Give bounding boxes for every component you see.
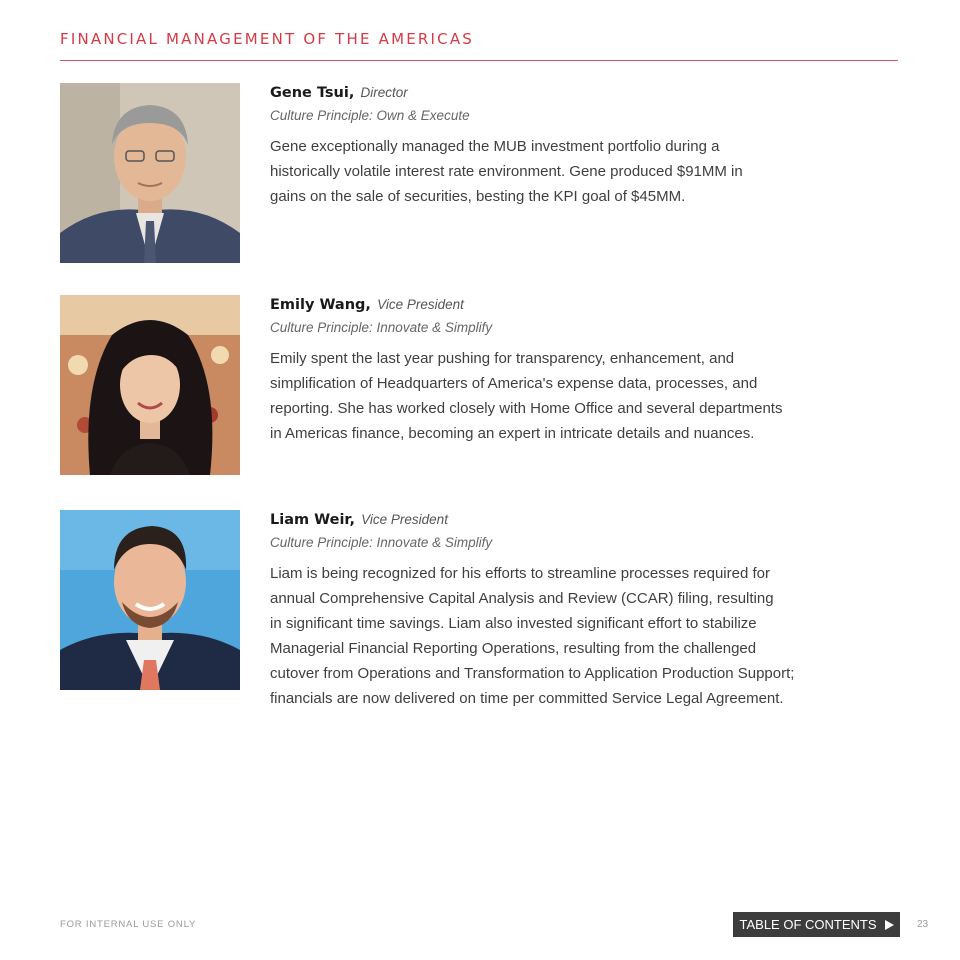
name-line <box>270 510 900 530</box>
bio-line: reporting. She has worked closely with Home Office and several departments <box>270 400 783 417</box>
internal-use-label: FOR INTERNAL USE ONLY <box>60 919 197 930</box>
bio-line: Liam is being recognized for his efforts to streamline processes required for <box>270 565 770 582</box>
bio-line: simplification of Headquarters of America's expense data, processes, and <box>270 375 758 392</box>
bio-line: in Americas finance, becoming an expert in intricate details and nuances. <box>270 425 755 442</box>
play-arrow-icon <box>885 920 894 930</box>
culture-principle: Culture Principle: Innovate & Simplify <box>270 535 493 550</box>
person-title: Director <box>360 85 408 100</box>
bio-line: historically volatile interest rate environment. Gene produced $91MM in <box>270 163 743 180</box>
person-name: Gene Tsui, <box>270 85 355 101</box>
bio-line: annual Comprehensive Capital Analysis and Review (CCAR) filing, resulting <box>270 590 774 607</box>
bio-text <box>270 561 900 711</box>
person-name: Emily Wang, <box>270 297 371 313</box>
toc-label: TABLE OF CONTENTS <box>739 917 877 932</box>
profile-info <box>270 510 900 711</box>
section-header <box>60 30 898 61</box>
person-title: Vice President <box>361 512 448 527</box>
culture-principle: Culture Principle: Own & Execute <box>270 108 470 123</box>
section-title: FINANCIAL MANAGEMENT OF THE AMERICAS <box>60 30 475 48</box>
bio-line: Managerial Financial Reporting Operations, resulting from the challenged <box>270 640 757 657</box>
table-of-contents-button[interactable] <box>733 912 900 937</box>
bio-line: cutover from Operations and Transformation to Application Production Support; <box>270 665 795 682</box>
name-line <box>270 83 900 103</box>
profile-photo <box>60 83 240 263</box>
person-title: Vice President <box>377 297 464 312</box>
bio-line: Emily spent the last year pushing for transparency, enhancement, and <box>270 350 735 367</box>
bio-line: in significant time savings. Liam also invested significant effort to stabilize <box>270 615 757 632</box>
bio-text <box>270 346 900 446</box>
bio-text <box>270 134 900 209</box>
person-name: Liam Weir, <box>270 512 355 528</box>
culture-principle: Culture Principle: Innovate & Simplify <box>270 320 493 335</box>
profile-info <box>270 83 900 209</box>
bio-line: gains on the sale of securities, besting the KPI goal of $45MM. <box>270 188 686 205</box>
profile-photo <box>60 510 240 690</box>
bio-line: financials are now delivered on time per committed Service Legal Agreement. <box>270 690 784 707</box>
profile-photo <box>60 295 240 475</box>
profile-info <box>270 295 900 446</box>
bio-line: Gene exceptionally managed the MUB investment portfolio during a <box>270 138 720 155</box>
name-line <box>270 295 900 315</box>
page-number: 23 <box>917 919 929 930</box>
